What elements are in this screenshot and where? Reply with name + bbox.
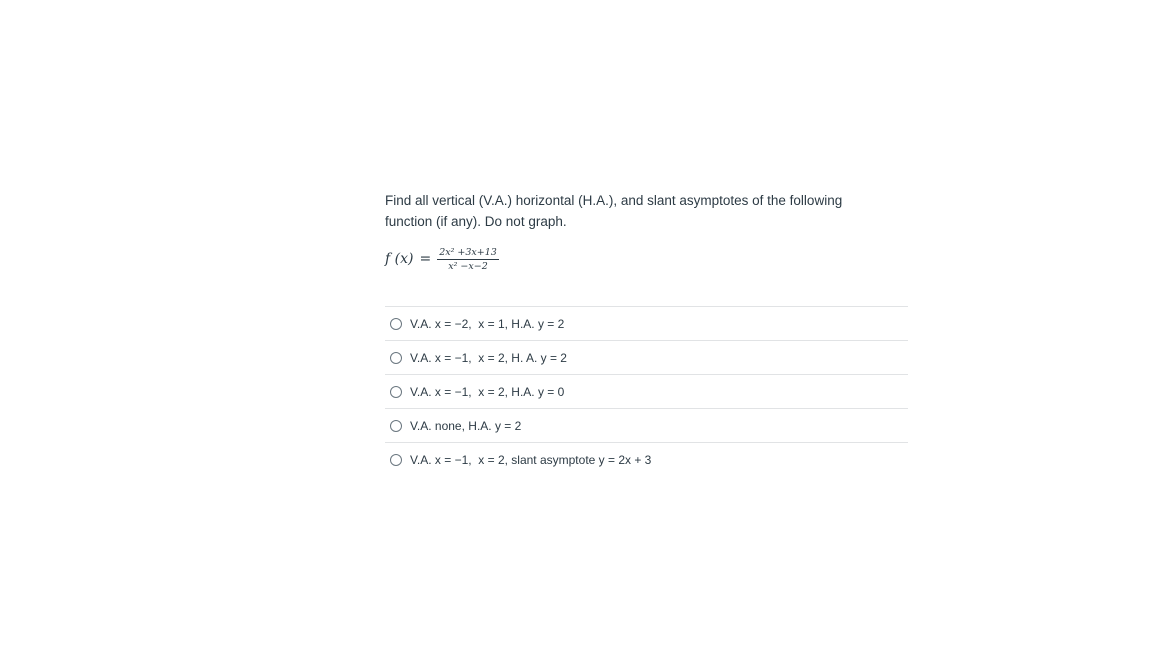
question-block [385, 190, 908, 274]
formula-fraction [437, 247, 499, 272]
answer-label: V.A. x = −2, x = 1, H.A. y = 2 [410, 316, 565, 331]
answer-label: V.A. x = −1, x = 2, slant asymptote y = 2x + 3 [410, 452, 652, 467]
answer-option-4[interactable] [385, 408, 908, 442]
radio-button[interactable] [390, 420, 402, 432]
answer-options [385, 306, 908, 476]
answer-option-1[interactable] [385, 306, 908, 340]
radio-button[interactable] [390, 454, 402, 466]
question-prompt [385, 190, 908, 232]
radio-button[interactable] [390, 352, 402, 364]
radio-button[interactable] [390, 318, 402, 330]
answer-option-3[interactable] [385, 374, 908, 408]
answer-label: V.A. x = −1, x = 2, H. A. y = 2 [410, 350, 567, 365]
question-prompt-line-1: Find all vertical (V.A.) horizontal (H.A.), and slant asymptotes of the following [385, 193, 843, 208]
formula-denominator: x² −x−2 [448, 260, 488, 272]
formula-equals: = [419, 251, 432, 267]
function-formula [385, 244, 908, 274]
formula-numerator: 2x² +3x+13 [439, 246, 497, 258]
answer-option-5[interactable] [385, 442, 908, 476]
formula-lhs: f (x) [385, 251, 414, 267]
question-prompt-line-2: function (if any). Do not graph. [385, 214, 567, 229]
answer-label: V.A. x = −1, x = 2, H.A. y = 0 [410, 384, 565, 399]
answer-option-2[interactable] [385, 340, 908, 374]
answer-label: V.A. none, H.A. y = 2 [410, 418, 522, 433]
radio-button[interactable] [390, 386, 402, 398]
